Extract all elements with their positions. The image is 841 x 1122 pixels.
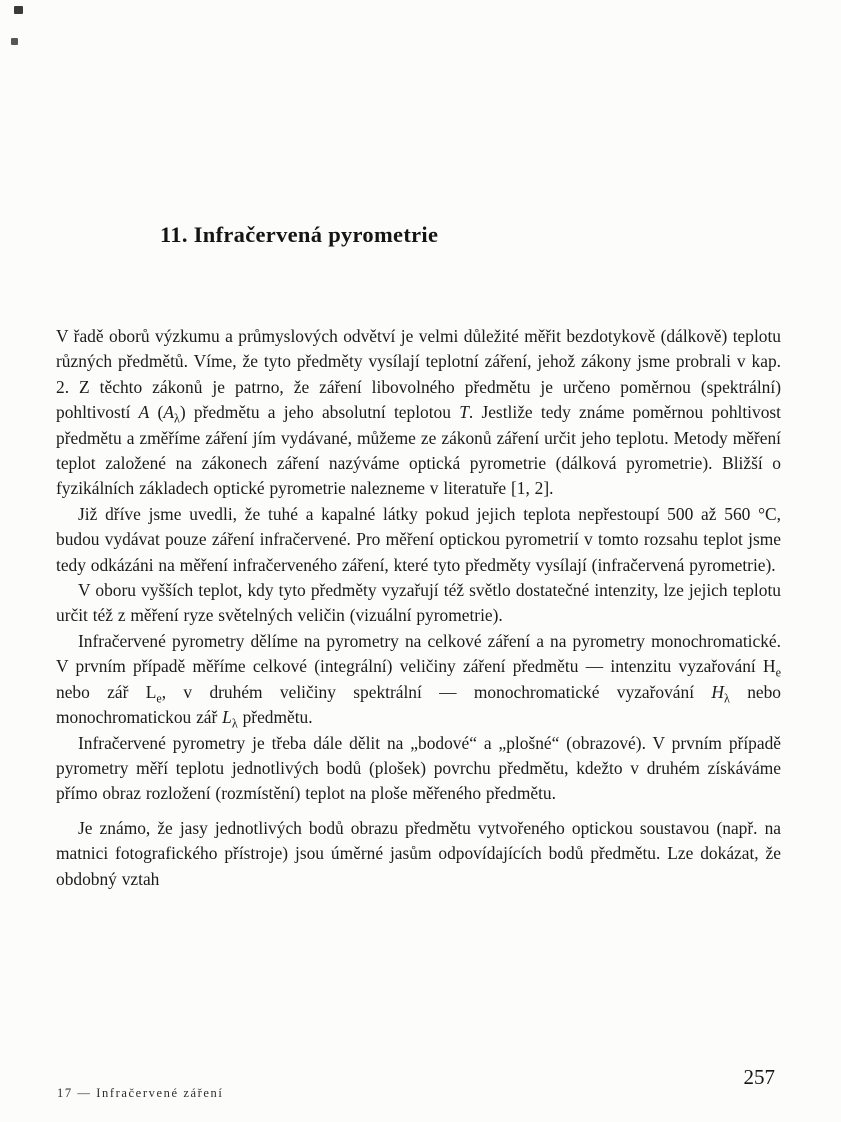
paragraph: Již dříve jsme uvedli, že tuhé a kapalné látky pokud jejich teplota nepřestoupí 500 až 560 °C, budou vydávat pouze záření infračervené. Pro měření optickou pyrometrií v tomto rozsahu teplot jsme tedy odkázáni na měření infračerveného záření, které tyto předměty vysílají (infračervená pyrometrie). bbox=[56, 503, 781, 575]
paragraph: V řadě oborů výzkumu a průmyslových odvětví je velmi důležité měřit bezdotykově (dálkově) teplotu různých předmětů. Víme, že tyto předměty vysílají teplotní záření, jehož zákony jsme probrali v kap. 2. Z těchto zákonů je patrno, že záření libovolného předmětu je určeno poměrnou (spektrální) pohltivostí A $(A_\lambda)$ předmětu a jeho absolutní teplotou T. Jestliže tedy známe poměrnou pohltivost předmětu a změříme záření jím vydávané, můžeme ze zákonů záření určit jeho teplotu. Metody měření teplot založené na zákonech záření nazýváme optická pyrometrie (dálková pyrometrie). Bližší o fyzikálních základech optické pyrometrie nalezneme v literatuře [1, 2]. bbox=[56, 326, 782, 499]
paragraph: Infračervené pyrometry dělíme na pyrometry na celkové záření a na pyrometry monochromatické. V prvním případě měříme celkové (integrální) veličiny záření předmětu — intenzitu vyzařování $H_e$ nebo zář $L_e$, v druhém veličiny spektrální — monochromatické vyzařování $H_\lambda$ nebo monochromatickou zář $L_\lambda$ předmětu. bbox=[56, 630, 781, 731]
chapter-title: 11. Infračervená pyrometrie bbox=[160, 222, 439, 247]
page-body bbox=[56, 324, 781, 892]
page-number: 257 bbox=[743, 1065, 775, 1089]
footer-signature-note: 17 — Infračervené záření bbox=[57, 1086, 224, 1100]
paragraph: Infračervené pyrometry je třeba dále dělit na „bodové“ a „plošné“ (obrazové). V prvním případě pyrometry měří teplotu jednotlivých bodů (plošek) povrchu předmětu, kdežto v druhém získáváme přímo obraz rozložení (rozmístění) teplot na ploše měřeného předmětu. bbox=[56, 732, 781, 804]
scan-artifact bbox=[11, 38, 18, 45]
paragraph: V oboru vyšších teplot, kdy tyto předměty vyzařují též světlo dostatečné intenzity, lze jejich teplotu určit též z měření ryze světelných veličin (vizuální pyrometrie). bbox=[56, 580, 781, 626]
paragraph: Je známo, že jasy jednotlivých bodů obrazu předmětu vytvořeného optickou soustavou (např. na matnici fotografického přístroje) jsou úměrné jasům odpovídajících bodů předmětu. Lze dokázat, že obdobný vztah bbox=[56, 817, 781, 889]
scan-artifact bbox=[14, 6, 23, 14]
